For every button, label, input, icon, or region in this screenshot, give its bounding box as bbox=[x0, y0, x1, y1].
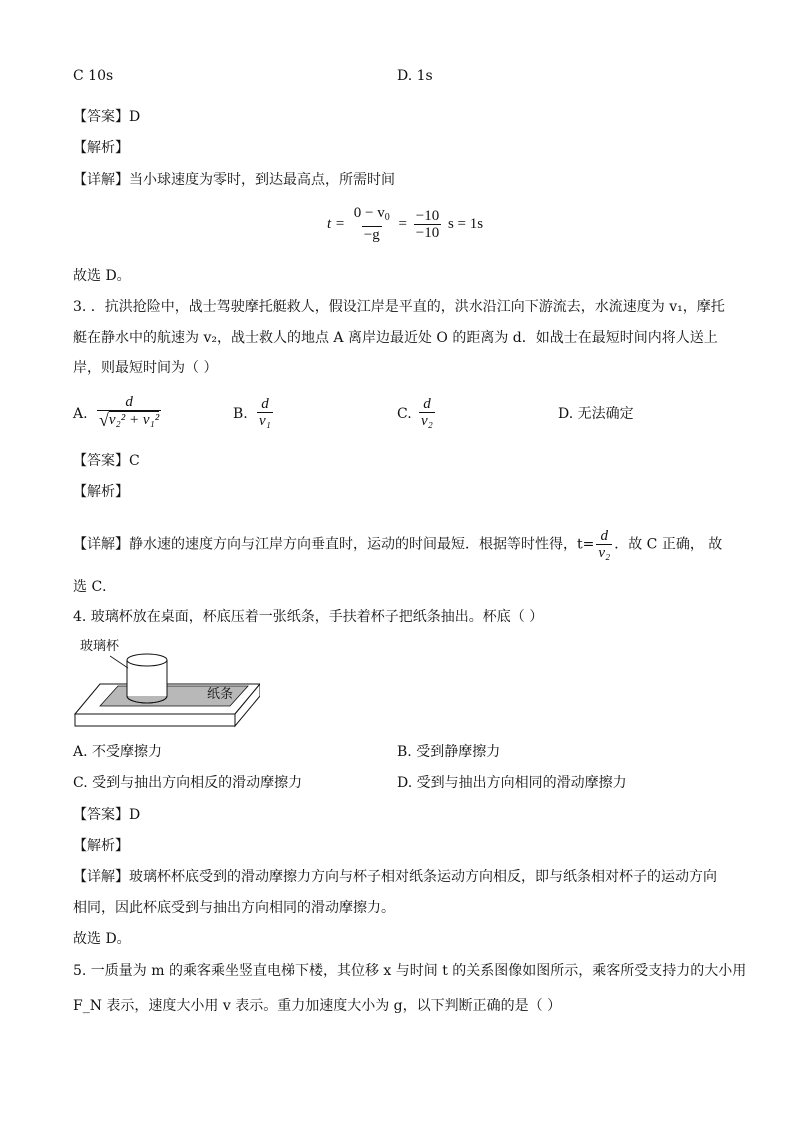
q4-detail-line-2: 相同，因此杯底受到与抽出方向相同的滑动摩擦力。 bbox=[73, 900, 395, 916]
option-b-numerator: d bbox=[261, 396, 269, 412]
q4-answer: 【答案】D bbox=[73, 807, 141, 823]
q3-answer: 【答案】C bbox=[73, 453, 140, 469]
formula-fraction-2 bbox=[414, 208, 441, 241]
fraction-1-numerator: $0 - v_0$ bbox=[353, 205, 390, 223]
q2-option-c: C 10s bbox=[73, 68, 114, 84]
option-b-fraction bbox=[257, 396, 273, 429]
fraction-2-denominator: −10 bbox=[415, 224, 440, 241]
q4-option-b: B. 受到静摩擦力 bbox=[397, 744, 501, 760]
q5-stem-line-2: F_N 表示，速度大小用 v 表示。重力加速度大小为 g，以下判断正确的是（ ） bbox=[73, 998, 562, 1014]
cup-rim bbox=[127, 654, 167, 666]
q3-detail-line-2: 选 C． bbox=[73, 579, 117, 595]
fraction-1-denominator: −g bbox=[363, 227, 380, 243]
q3-stem-line-3: 岸，则最短时间为（ ） bbox=[73, 360, 218, 376]
q5-stem-line-1: 5. 一质量为 m 的乘客乘坐竖直电梯下楼，其位移 x 与时间 t 的关系图像如图所示，乘客所受支持力的大小用 bbox=[73, 963, 747, 979]
detail-fraction-numerator: d bbox=[600, 528, 609, 544]
q3-detail-fraction bbox=[596, 528, 612, 561]
q3-stem-line-1: 3. ．抗洪抢险中，战士驾驶摩托艇救人，假设江岸是平直的，洪水沿江向下游流去，水流速度为 v₁，摩托 bbox=[73, 299, 725, 315]
q3-stem-line-2: 艇在静水中的航速为 v₂，战士救人的地点 A 离岸边最近处 O 的距离为 d．如战士在最短时间内将人送上 bbox=[73, 330, 718, 346]
q4-analysis-heading: 【解析】 bbox=[73, 838, 129, 854]
q3-detail-text: 【详解】静水速的速度方向与江岸方向垂直时，运动的时间最短．根据等时性得，t= bbox=[73, 536, 595, 553]
option-a-denominator: √ v₂² + v₁² bbox=[99, 410, 160, 430]
q3-option-a-label: A. bbox=[73, 406, 88, 422]
q3-option-b bbox=[254, 396, 276, 429]
q4-option-a: A. 不受摩擦力 bbox=[73, 744, 163, 760]
option-c-numerator: d bbox=[423, 396, 431, 412]
q4-detail-line-1: 【详解】玻璃杯杯底受到的滑动摩擦力方向与杯子相对纸条运动方向相反，即与纸条相对杯子的运动方向 bbox=[73, 869, 717, 885]
formula-lhs: t = bbox=[327, 216, 346, 232]
q2-analysis-heading: 【解析】 bbox=[73, 140, 129, 156]
q2-formula bbox=[327, 205, 483, 243]
q3-option-c bbox=[416, 396, 438, 429]
q4-conclusion: 故选 D。 bbox=[73, 931, 131, 947]
q2-conclusion: 故选 D。 bbox=[73, 268, 131, 284]
formula-rhs: s = 1s bbox=[447, 216, 484, 232]
paper-label: 纸条 bbox=[207, 687, 234, 702]
q3-analysis-heading: 【解析】 bbox=[73, 484, 129, 500]
q3-option-b-label: B. bbox=[233, 406, 248, 422]
option-c-fraction bbox=[419, 396, 435, 429]
fraction-2-numerator: −10 bbox=[415, 207, 440, 224]
cup-leader-line bbox=[110, 656, 128, 668]
q3-detail-text-end: ．故 C 正确， 故 bbox=[614, 536, 723, 553]
q4-stem: 4. 玻璃杯放在桌面，杯底压着一张纸条，手扶着杯子把纸条抽出。杯底（ ） bbox=[73, 609, 544, 625]
q3-option-a bbox=[94, 394, 164, 428]
option-a-fraction bbox=[97, 394, 161, 428]
formula-equals: = bbox=[398, 216, 407, 232]
option-a-numerator: d bbox=[125, 394, 133, 410]
q2-answer: 【答案】D bbox=[73, 109, 141, 125]
q3-option-c-label: C. bbox=[397, 406, 412, 422]
q4-figure bbox=[70, 636, 260, 732]
q3-option-d: D. 无法确定 bbox=[558, 406, 634, 422]
option-b-denominator: v₁ bbox=[259, 413, 271, 429]
q4-option-d: D. 受到与抽出方向相同的滑动摩擦力 bbox=[397, 775, 627, 791]
cup-label: 玻璃杯 bbox=[80, 639, 120, 654]
option-c-denominator: v₂ bbox=[421, 413, 433, 429]
q3-detail-line-1 bbox=[73, 528, 722, 561]
detail-fraction-denominator: v₂ bbox=[598, 545, 611, 561]
formula-fraction-1 bbox=[352, 205, 392, 243]
q2-detail: 【详解】当小球速度为零时，到达最高点，所需时间 bbox=[73, 172, 395, 188]
table-front bbox=[75, 714, 235, 726]
option-a-radicand: v₂² + v₁² bbox=[108, 412, 160, 428]
q2-option-d: D. 1s bbox=[397, 68, 433, 84]
q4-option-c: C. 受到与抽出方向相反的滑动摩擦力 bbox=[73, 775, 303, 791]
